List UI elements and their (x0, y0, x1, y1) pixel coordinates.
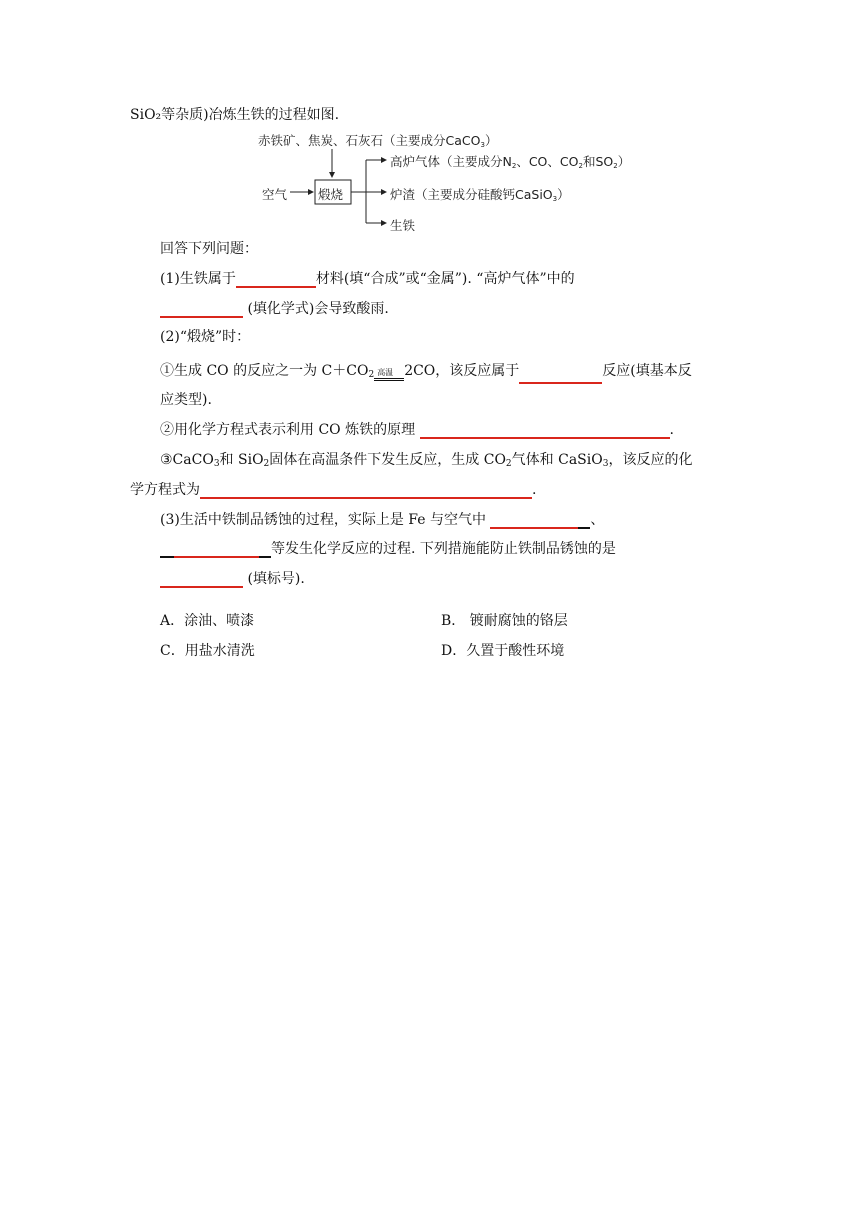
furnace-gas-mid1: 、CO、CO (516, 154, 579, 169)
diagram-slag (390, 185, 570, 203)
q2-3-line1 (160, 451, 692, 473)
q2-1-text-b: 2CO，该反应属于 (404, 363, 520, 379)
diagram-arrows (0, 0, 860, 240)
q2-1-line1 (160, 362, 692, 384)
q3-blank-2-tail (259, 542, 271, 558)
q2-1-sub: 2 (368, 370, 375, 380)
q3-text-c: 等发生化学反应的过程. 下列措施能防止铁制品锈蚀的是 (271, 541, 616, 557)
q3-text-d: (填标号). (243, 571, 305, 587)
q3-blank-1-tail (578, 513, 590, 529)
q1-blank-material[interactable] (236, 272, 316, 288)
option-c[interactable]: C．用盐水清洗 (160, 643, 255, 659)
q3-text-a: (3)生活中铁制品锈蚀的过程，实际上是 Fe 与空气中 (160, 512, 491, 528)
q2-2-text-a: ②用化学方程式表示利用 CO 炼铁的原理 (160, 422, 420, 438)
q2-2-line (160, 421, 674, 439)
q3-line2 (160, 540, 616, 558)
option-d[interactable]: D．久置于酸性环境 (441, 643, 565, 659)
option-a[interactable]: A．涂油、喷漆 (160, 613, 255, 629)
q1-text-c: (填化学式)会导致酸雨. (243, 301, 389, 317)
q2-1-line2: 应类型). (160, 392, 212, 408)
q2-3-text-e: ，该反应的化 (608, 452, 693, 468)
q3-line3 (160, 570, 305, 588)
q1-line2 (160, 300, 389, 318)
q2-3-sub2: 2 (263, 459, 270, 469)
high-temp-condition (374, 370, 404, 384)
q2-1-blank-reaction-type[interactable] (519, 368, 602, 384)
q2-3-text-d: 气体和 CaSiO (511, 452, 603, 468)
q2-3-sub1: 3 (213, 459, 220, 469)
q2-3-text-g: . (532, 482, 537, 498)
furnace-gas-sub2: 2 (578, 162, 583, 170)
q2-3-text-a: ③CaCO (160, 452, 214, 468)
q2-3-sub4: 3 (602, 459, 609, 469)
q1-blank-formula[interactable] (160, 302, 243, 318)
furnace-gas-sub1: 2 (511, 162, 517, 170)
q1-text-a: (1)生铁属于 (160, 271, 236, 287)
q2-3-blank-equation[interactable] (200, 483, 532, 499)
q3-text-b: 、 (590, 512, 605, 528)
furnace-gas-mid2: 和SO (582, 154, 614, 169)
raw-materials-sub: 3 (480, 141, 485, 149)
diagram-calcination-box: 煅烧 (318, 187, 344, 202)
q2-1-text-c: 反应(填基本反 (602, 363, 692, 379)
q2-heading: (2)“煅烧”时： (160, 329, 251, 345)
q2-3-text-c: 固体在高温条件下发生反应，生成 CO (269, 452, 506, 468)
q2-2-text-b: . (669, 422, 674, 438)
slag-end: ） (557, 187, 570, 202)
diagram-pig-iron: 生铁 (390, 218, 416, 233)
q2-2-blank-equation[interactable] (420, 423, 670, 439)
raw-materials-end: ） (484, 133, 498, 148)
diagram-furnace-gas (390, 152, 630, 170)
q3-line1 (160, 511, 604, 529)
furnace-gas-text: 高炉气体（主要成分N (390, 154, 512, 169)
high-temp-label: 高温 (377, 368, 394, 377)
slag-text: 炉渣（主要成分硅酸钙CaSiO (390, 187, 553, 202)
q2-3-text-b: 和 SiO (219, 452, 264, 468)
furnace-gas-sub3: 2 (613, 162, 618, 170)
intro-text: SiO₂等杂质)冶炼生铁的过程如图. (130, 107, 340, 123)
q2-3-text-f: 学方程式为 (130, 482, 200, 498)
q2-3-line2 (130, 481, 536, 499)
furnace-gas-end: ） (617, 154, 631, 169)
q1-line1 (160, 270, 575, 288)
q2-1-text-a: ①生成 CO 的反应之一为 C＋CO (160, 363, 369, 379)
answer-heading: 回答下列问题： (160, 241, 258, 257)
q3-blank-2[interactable] (174, 542, 259, 558)
q1-text-b: 材料(填“合成”或“金属”). “高炉气体”中的 (315, 271, 575, 287)
slag-sub: 3 (552, 195, 558, 203)
option-b[interactable]: B． 镀耐腐蚀的铬层 (441, 613, 568, 629)
diagram-air-label: 空气 (262, 187, 288, 202)
q3-blank-choice[interactable] (160, 572, 243, 588)
q2-3-sub3: 2 (505, 459, 512, 469)
q3-blank-2-head (160, 542, 174, 558)
raw-materials-text: 赤铁矿、焦炭、石灰石（主要成分CaCO (258, 133, 481, 148)
q3-blank-1[interactable] (490, 513, 578, 529)
